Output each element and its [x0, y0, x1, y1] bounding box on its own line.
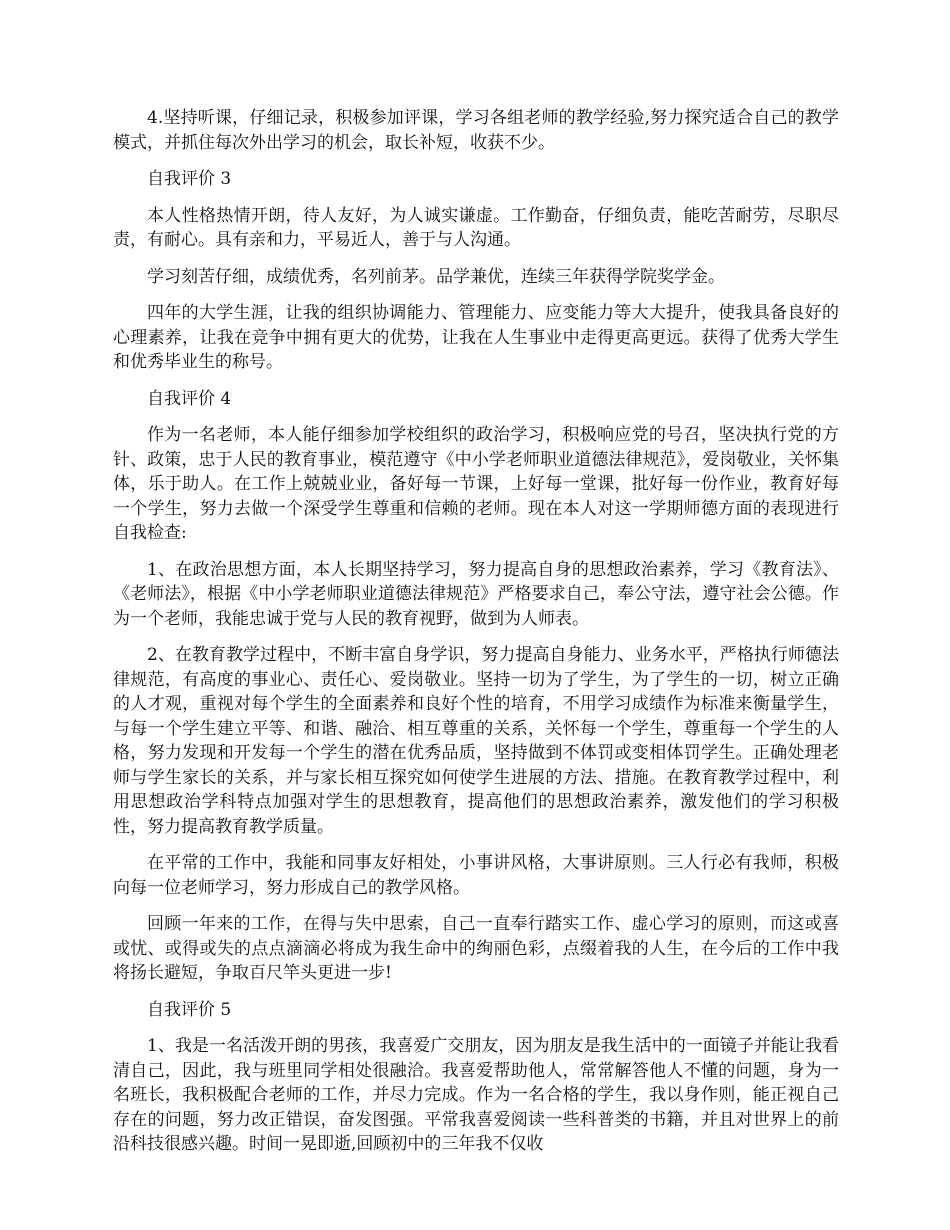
paragraph: 2、在教育教学过程中，不断丰富自身学识，努力提高自身能力、业务水平，严格执行师德法律规范，有高度的事业心、责任心、爱岗敬业。坚持一切为了学生，为了学生的一切，树立正确的人才观，重视对每个学生的全面素养和良好个性的培育，不用学习成绩作为标准来衡量学生，与每一个学生建立平等、和谐、融洽、相互尊重的关系，关怀每一个学生，尊重每一个学生的人格，努力发现和开发每一个学生的潜在优秀品质，坚持做到不体罚或变相体罚学生。正确处理老师与学生家长的关系，并与家长相互探究如何使学生进展的方法、措施。在教育教学过程中，利用思想政治学科特点加强对学生的思想教育，提高他们的思想政治素养，激发他们的学习积极性，努力提高教育教学质量。: [113, 645, 839, 837]
paragraph: 回顾一年来的工作，在得与失中思索，自己一直奉行踏实工作、虚心学习的原则，而这或喜或忧、或得或失的点点滴滴必将成为我生命中的绚丽色彩，点缀着我的人生，在今后的工作中我将扬长避短，争取百尺竿头更进一步!: [113, 914, 839, 983]
document-page: [113, 106, 839, 1169]
paragraph: 在平常的工作中，我能和同事友好相处，小事讲风格，大事讲原则。三人行必有我师，积极向每一位老师学习，努力形成自己的教学风格。: [113, 853, 839, 898]
paragraph: 作为一名老师，本人能仔细参加学校组织的政治学习，积极响应党的号召，坚决执行党的方针、政策，忠于人民的教育事业，模范遵守《中小学老师职业道德法律规范》，爱岗敬业，关怀集体，乐于助人。在工作上兢兢业业，备好每一节课，上好每一堂课，批好每一份作业，教育好每一个学生，努力去做一个深受学生尊重和信赖的老师。现在本人对这一学期师德方面的表现进行自我检查:: [113, 425, 839, 543]
section-heading: 自我评价 3: [147, 169, 232, 189]
paragraph: 1、我是一名活泼开朗的男孩，我喜爱广交朋友，因为朋友是我生活中的一面镜子并能让我看清自己，因此，我与班里同学相处很融洽。我喜爱帮助他人，常常解答他人不懂的问题，身为一名班长，我积极配合老师的工作，并尽力完成。作为一名合格的学生，我以身作则，能正视自己存在的问题，努力改正错误，奋发图强。平常我喜爱阅读一些科普类的书籍，并且对世界上的前沿科技很感兴趣。时间一晃即逝,回顾初中的三年我不仅收: [113, 1036, 839, 1154]
paragraph: 4.坚持听课，仔细记录，积极参加评课，学习各组老师的教学经验,努力探究适合自己的教学模式，并抓住每次外出学习的机会，取长补短，收获不少。: [113, 108, 839, 153]
paragraph: 四年的大学生涯，让我的组织协调能力、管理能力、应变能力等大大提升，使我具备良好的心理素养，让我在竞争中拥有更大的优势，让我在人生事业中走得更高更远。获得了优秀大学生和优秀毕业生的称号。: [113, 303, 839, 372]
section-heading: 自我评价 4: [147, 388, 232, 409]
paragraph: 1、在政治思想方面，本人长期坚持学习，努力提高自身的思想政治素养，学习《教育法》、《老师法》，根据《中小学老师职业道德法律规范》严格要求自己，奉公守法，遵守社会公德。作为一个老师，我能忠诚于党与人民的教育视野，做到为人师表。: [113, 559, 839, 629]
paragraph: 学习刻苦仔细，成绩优秀，名列前茅。品学兼优，连续三年获得学院奖学金。: [147, 266, 725, 287]
paragraph: 本人性格热情开朗，待人友好，为人诚实谦虚。工作勤奋，仔细负责，能吃苦耐劳，尽职尽责，有耐心。具有亲和力，平易近人，善于与人沟通。: [113, 205, 839, 250]
section-heading: 自我评价 5: [147, 999, 232, 1020]
